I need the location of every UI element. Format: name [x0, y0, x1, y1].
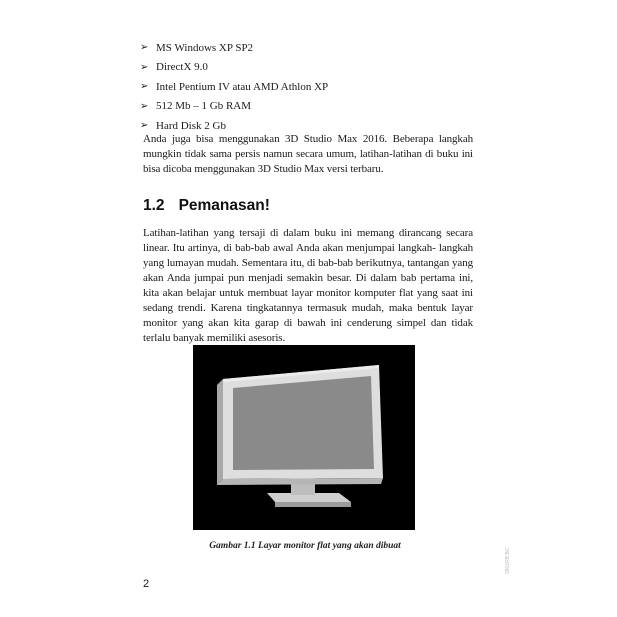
requirement-text: Intel Pentium IV atau AMD Athlon XP	[156, 80, 329, 93]
paragraph-line: ini bisa dicoba menggunakan 3D Studio Max versi terbaru.	[143, 148, 474, 175]
requirement-item	[140, 58, 328, 78]
arrow-bullet-icon: ➢	[140, 81, 149, 93]
requirement-text: MS Windows XP SP2	[156, 41, 254, 54]
flat-monitor-render-icon	[193, 345, 415, 530]
section-title: Pemanasan!	[178, 197, 270, 214]
side-watermark: 0901RB BC	[505, 547, 511, 574]
paragraph-line: cenderung simpel dan tidak terlalu banyak memiliki asesoris.	[143, 317, 474, 344]
body-paragraph	[143, 226, 473, 346]
paragraph-line: tantangan yang akan Anda jumpai pun menjadi semakin besar. Di dalam	[143, 257, 474, 284]
requirement-item	[140, 38, 328, 58]
requirement-item	[140, 77, 328, 97]
paragraph-line: bab pertama ini, kita akan belajar untuk membuat layar monitor	[143, 272, 473, 299]
arrow-bullet-icon: ➢	[140, 42, 149, 54]
paragraph-line: linear. Itu artinya, di bab-bab awal Anda akan menjumpai langkah-	[143, 242, 436, 254]
paragraph-line: mudah, maka bentuk layar monitor yang akan kita garap di bawah ini	[143, 302, 473, 329]
requirement-item	[140, 97, 328, 117]
section-heading	[143, 197, 270, 215]
page-number: 2	[143, 578, 150, 590]
requirement-text: 512 Mb – 1 Gb RAM	[156, 100, 252, 113]
paragraph-line: komputer flat yang saat ini sedang trendi. Karena tingkatannya termasuk	[143, 287, 473, 314]
paragraph-line: mungkin tidak sama persis namun secara umum, latihan-latihan di buku	[143, 148, 459, 160]
arrow-bullet-icon: ➢	[140, 61, 149, 73]
requirement-text: DirectX 9.0	[156, 61, 208, 74]
paragraph-line: langkah yang lumayan mudah. Sementara itu, di bab-bab berikutnya,	[143, 242, 473, 269]
requirements-list	[140, 38, 328, 136]
requirement-text: Hard Disk 2 Gb	[156, 119, 226, 132]
intro-paragraph	[143, 132, 473, 177]
paragraph-line: Anda juga bisa menggunakan 3D Studio Max 2016. Beberapa langkah	[143, 133, 473, 145]
figure-caption: Gambar 1.1 Layar monitor flat yang akan dibuat	[209, 541, 401, 551]
paragraph-line: Latihan-latihan yang tersaji di dalam buku ini memang dirancang secara	[143, 227, 473, 239]
arrow-bullet-icon: ➢	[140, 120, 149, 132]
figure-image	[193, 345, 415, 530]
arrow-bullet-icon: ➢	[140, 100, 149, 112]
section-number: 1.2	[143, 197, 165, 214]
